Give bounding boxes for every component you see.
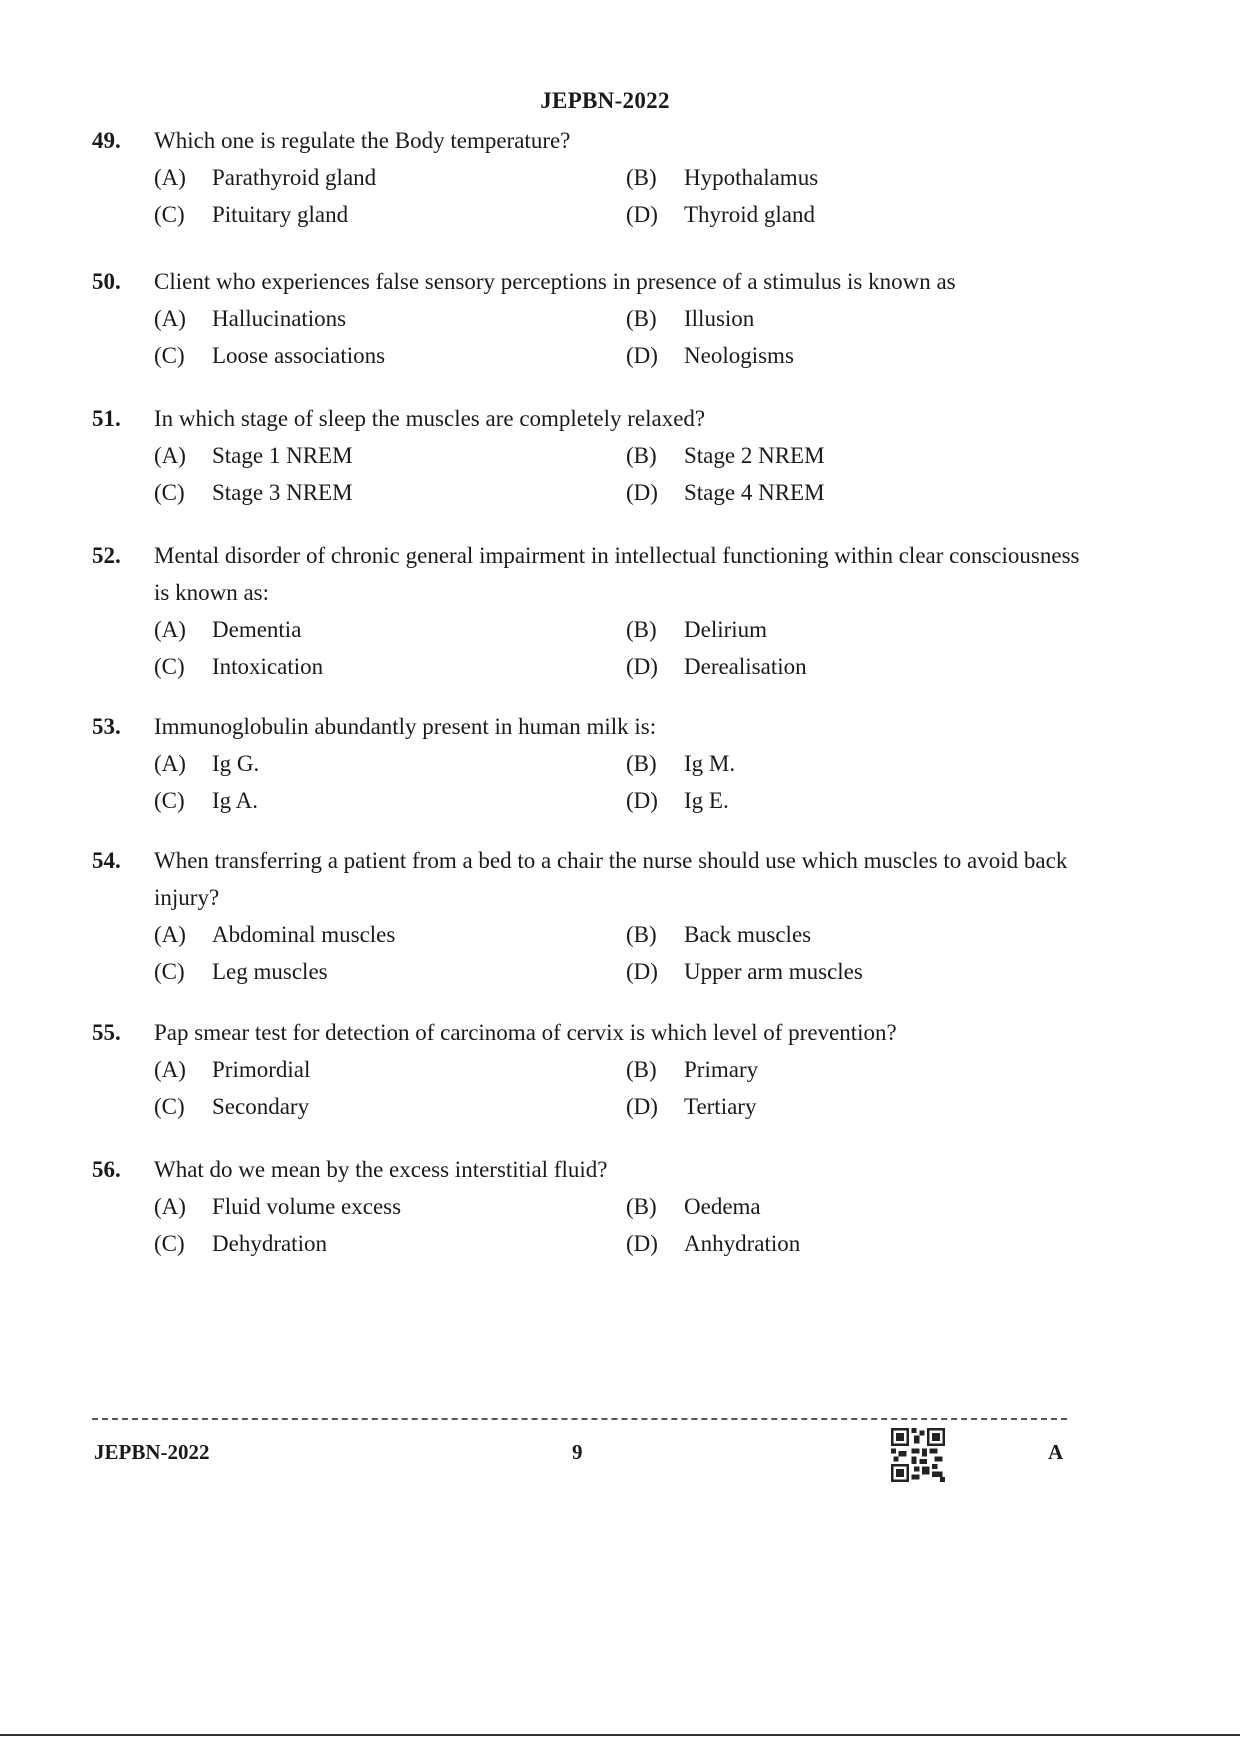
question-52 — [92, 537, 1092, 685]
option-text: Secondary — [212, 1094, 310, 1119]
option-letter: (C) — [154, 202, 185, 227]
question-text: When transferring a patient from a bed to a chair the nurse should use which muscles to avoid back injury? — [154, 848, 1068, 910]
page-header-code: JEPBN-2022 — [540, 88, 670, 113]
option-letter: (B) — [626, 443, 657, 468]
option-letter: (D) — [626, 654, 658, 679]
question-number: 50. — [92, 269, 121, 294]
option-text: Leg muscles — [212, 959, 328, 984]
option-a — [154, 300, 626, 337]
option-b — [626, 611, 1026, 648]
option-letter: (B) — [626, 751, 657, 776]
qr-code-icon — [891, 1428, 945, 1482]
question-text: Pap smear test for detection of carcinoma of cervix is which level of prevention? — [154, 1020, 897, 1045]
question-number: 54. — [92, 848, 121, 873]
option-text: Primary — [684, 1057, 759, 1082]
footer-divider — [92, 1418, 1067, 1420]
option-letter: (B) — [626, 165, 657, 190]
option-letter: (C) — [154, 788, 185, 813]
option-b — [626, 1051, 1026, 1088]
question-51 — [92, 400, 1092, 511]
option-letter: (A) — [154, 1194, 186, 1219]
option-a — [154, 916, 626, 953]
option-text: Abdominal muscles — [212, 922, 396, 947]
options-grid — [154, 159, 1092, 233]
options-grid — [154, 745, 1092, 819]
bottom-scan-line — [0, 1734, 1240, 1736]
option-c — [154, 782, 626, 819]
option-text: Fluid volume excess — [212, 1194, 402, 1219]
question-55 — [92, 1014, 1092, 1125]
option-d — [626, 1225, 1026, 1262]
question-number: 52. — [92, 543, 121, 568]
option-a — [154, 437, 626, 474]
option-letter: (A) — [154, 751, 186, 776]
option-text: Ig M. — [684, 751, 736, 776]
question-text: What do we mean by the excess interstitial fluid? — [154, 1157, 608, 1182]
option-letter: (A) — [154, 617, 186, 642]
option-text: Dementia — [212, 617, 302, 642]
option-text: Parathyroid gland — [212, 165, 377, 190]
option-text: Ig A. — [212, 788, 258, 813]
option-b — [626, 159, 1026, 196]
option-d — [626, 474, 1026, 511]
option-c — [154, 1088, 626, 1125]
option-text: Neologisms — [684, 343, 794, 368]
question-number: 56. — [92, 1157, 121, 1182]
option-d — [626, 953, 1026, 990]
option-d — [626, 1088, 1026, 1125]
option-text: Oedema — [684, 1194, 761, 1219]
option-letter: (C) — [154, 1231, 185, 1256]
question-text: Mental disorder of chronic general impairment in intellectual functioning within clear consciousness is known as: — [154, 543, 1080, 605]
question-56 — [92, 1151, 1092, 1262]
options-grid — [154, 611, 1092, 685]
option-c — [154, 953, 626, 990]
option-letter: (B) — [626, 617, 657, 642]
option-text: Anhydration — [684, 1231, 801, 1256]
option-text: Stage 2 NREM — [684, 443, 825, 468]
option-c — [154, 1225, 626, 1262]
option-a — [154, 1051, 626, 1088]
question-text: In which stage of sleep the muscles are completely relaxed? — [154, 406, 706, 431]
option-letter: (A) — [154, 1057, 186, 1082]
option-letter: (D) — [626, 959, 658, 984]
options-grid — [154, 916, 1092, 990]
option-b — [626, 745, 1026, 782]
option-d — [626, 337, 1026, 374]
question-number: 49. — [92, 128, 121, 153]
option-letter: (D) — [626, 202, 658, 227]
question-49 — [92, 122, 1092, 233]
option-b — [626, 1188, 1026, 1225]
option-letter: (C) — [154, 1094, 185, 1119]
option-c — [154, 648, 626, 685]
option-a — [154, 745, 626, 782]
option-text: Primordial — [212, 1057, 311, 1082]
option-letter: (B) — [626, 1057, 657, 1082]
option-letter: (A) — [154, 306, 186, 331]
question-number: 55. — [92, 1020, 121, 1045]
options-grid — [154, 300, 1092, 374]
option-text: Delirium — [684, 617, 768, 642]
option-text: Upper arm muscles — [684, 959, 863, 984]
option-text: Hypothalamus — [684, 165, 819, 190]
set-label: A — [1048, 1440, 1064, 1464]
option-text: Dehydration — [212, 1231, 327, 1256]
option-d — [626, 196, 1026, 233]
option-letter: (D) — [626, 480, 658, 505]
option-text: Ig G. — [212, 751, 260, 776]
option-text: Intoxication — [212, 654, 324, 679]
option-text: Ig E. — [684, 788, 729, 813]
option-text: Stage 4 NREM — [684, 480, 825, 505]
option-letter: (D) — [626, 788, 658, 813]
option-text: Stage 1 NREM — [212, 443, 353, 468]
question-50 — [92, 263, 1092, 374]
question-number: 53. — [92, 714, 121, 739]
question-53 — [92, 708, 1092, 819]
option-text: Tertiary — [684, 1094, 757, 1119]
option-letter: (D) — [626, 1094, 658, 1119]
option-letter: (B) — [626, 306, 657, 331]
option-letter: (B) — [626, 922, 657, 947]
option-text: Pituitary gland — [212, 202, 349, 227]
question-number: 51. — [92, 406, 121, 431]
question-text: Immunoglobulin abundantly present in human milk is: — [154, 714, 657, 739]
option-b — [626, 300, 1026, 337]
option-a — [154, 1188, 626, 1225]
page-number: 9 — [572, 1440, 583, 1464]
option-d — [626, 782, 1026, 819]
option-letter: (C) — [154, 343, 185, 368]
option-letter: (B) — [626, 1194, 657, 1219]
option-text: Derealisation — [684, 654, 807, 679]
option-letter: (A) — [154, 443, 186, 468]
question-text: Client who experiences false sensory perceptions in presence of a stimulus is known as — [154, 269, 956, 294]
option-text: Hallucinations — [212, 306, 347, 331]
option-text: Back muscles — [684, 922, 812, 947]
option-letter: (C) — [154, 654, 185, 679]
option-letter: (A) — [154, 922, 186, 947]
footer-code: JEPBN-2022 — [94, 1440, 210, 1464]
option-letter: (C) — [154, 959, 185, 984]
option-text: Thyroid gland — [684, 202, 815, 227]
option-a — [154, 159, 626, 196]
option-b — [626, 916, 1026, 953]
options-grid — [154, 437, 1092, 511]
option-c — [154, 337, 626, 374]
option-text: Loose associations — [212, 343, 386, 368]
option-c — [154, 196, 626, 233]
option-letter: (A) — [154, 165, 186, 190]
option-d — [626, 648, 1026, 685]
options-grid — [154, 1051, 1092, 1125]
option-letter: (D) — [626, 1231, 658, 1256]
option-letter: (C) — [154, 480, 185, 505]
option-a — [154, 611, 626, 648]
option-b — [626, 437, 1026, 474]
option-text: Illusion — [684, 306, 755, 331]
option-letter: (D) — [626, 343, 658, 368]
question-54 — [92, 842, 1092, 990]
question-text: Which one is regulate the Body temperature? — [154, 128, 571, 153]
options-grid — [154, 1188, 1092, 1262]
option-c — [154, 474, 626, 511]
option-text: Stage 3 NREM — [212, 480, 353, 505]
